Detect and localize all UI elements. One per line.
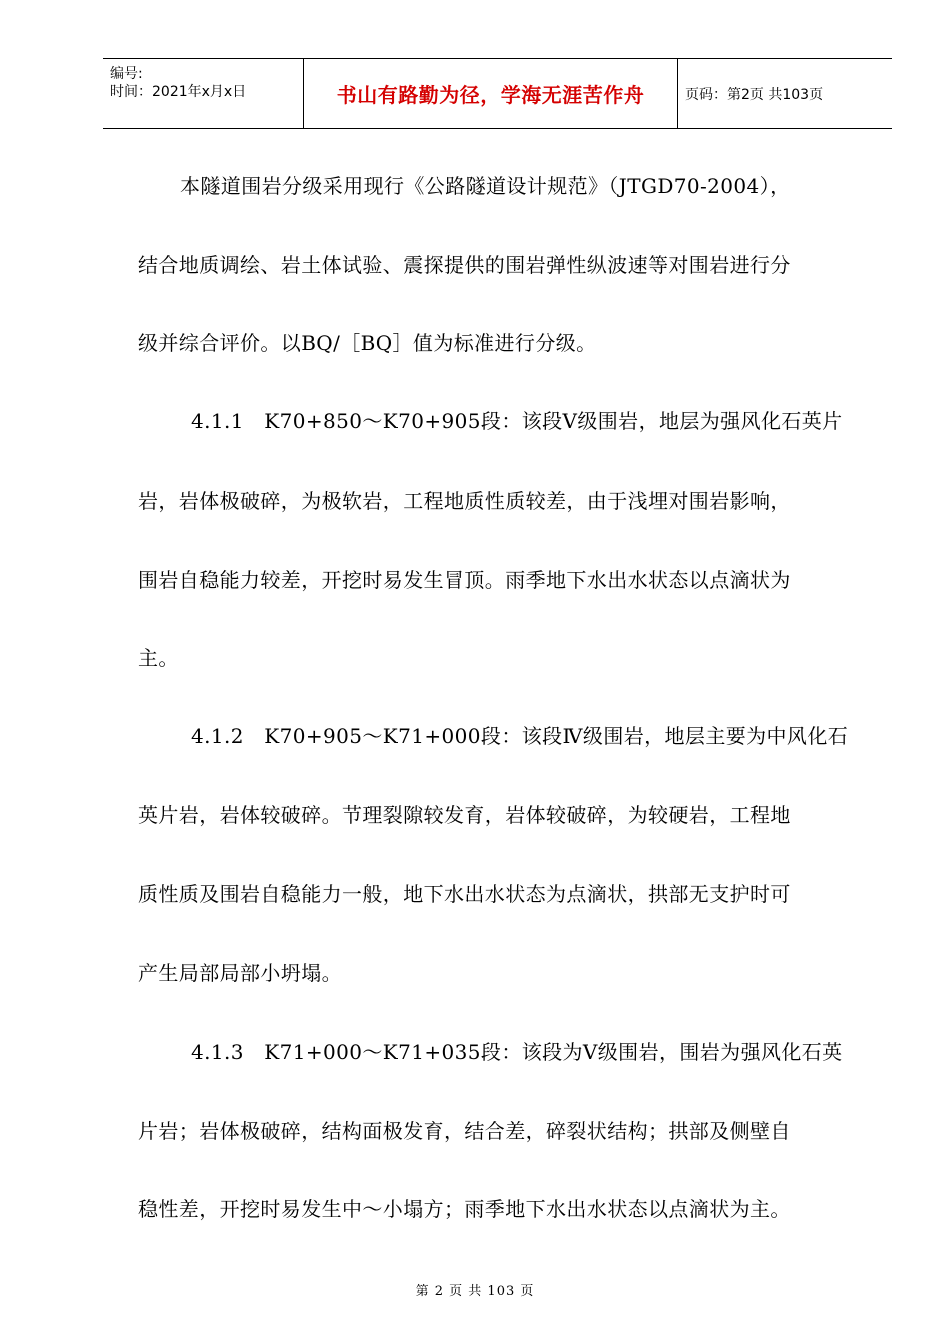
header-page-info: 页码：第2页 共103页 [685, 86, 824, 103]
body-line-12: 4.1.3 K71+000～K71+035段：该段为Ⅴ级围岩，围岩为强风化石英 [191, 1040, 843, 1064]
header-motto-cell [304, 59, 678, 128]
header-motto: 书山有路勤为径，学海无涯苦作舟 [336, 83, 645, 107]
time-label: 时间：2021年x月x日 [110, 84, 247, 100]
body-line-7: 主。 [138, 646, 179, 670]
page-footer: 第 2 页 共 103 页 [415, 1284, 535, 1299]
body-line-1: 本隧道围岩分级采用现行《公路隧道设计规范》（JTGD70-2004）， [180, 174, 791, 198]
body-line-11: 产生局部局部小坍塌。 [138, 961, 342, 985]
header-page-cell [678, 59, 892, 128]
body-line-5: 岩，岩体极破碎，为极软岩，工程地质性质较差，由于浅埋对围岩影响， [138, 489, 791, 513]
body-line-14: 稳性差，开挖时易发生中～小塌方；雨季地下水出水状态以点滴状为主。 [138, 1197, 791, 1221]
body-line-8: 4.1.2 K70+905～K71+000段：该段Ⅳ级围岩，地层主要为中风化石 [191, 724, 849, 748]
body-line-3: 级并综合评价。以BQ/［BQ］值为标准进行分级。 [138, 331, 597, 355]
body-line-2: 结合地质调绘、岩土体试验、震探提供的围岩弹性纵波速等对围岩进行分 [138, 253, 791, 277]
serial-number-label: 编号: [110, 66, 143, 82]
body-line-10: 质性质及围岩自稳能力一般，地下水出水状态为点滴状，拱部无支护时可 [138, 882, 791, 906]
document-header [103, 58, 892, 129]
body-line-6: 围岩自稳能力较差，开挖时易发生冒顶。雨季地下水出水状态以点滴状为 [138, 568, 791, 592]
body-line-9: 英片岩，岩体较破碎。节理裂隙较发育，岩体较破碎，为较硬岩，工程地 [138, 803, 791, 827]
body-line-13: 片岩；岩体极破碎，结构面极发育，结合差，碎裂状结构；拱部及侧壁自 [138, 1119, 791, 1143]
body-line-4: 4.1.1 K70+850～K70+905段：该段Ⅴ级围岩，地层为强风化石英片 [191, 409, 843, 433]
header-meta-cell [103, 59, 304, 128]
